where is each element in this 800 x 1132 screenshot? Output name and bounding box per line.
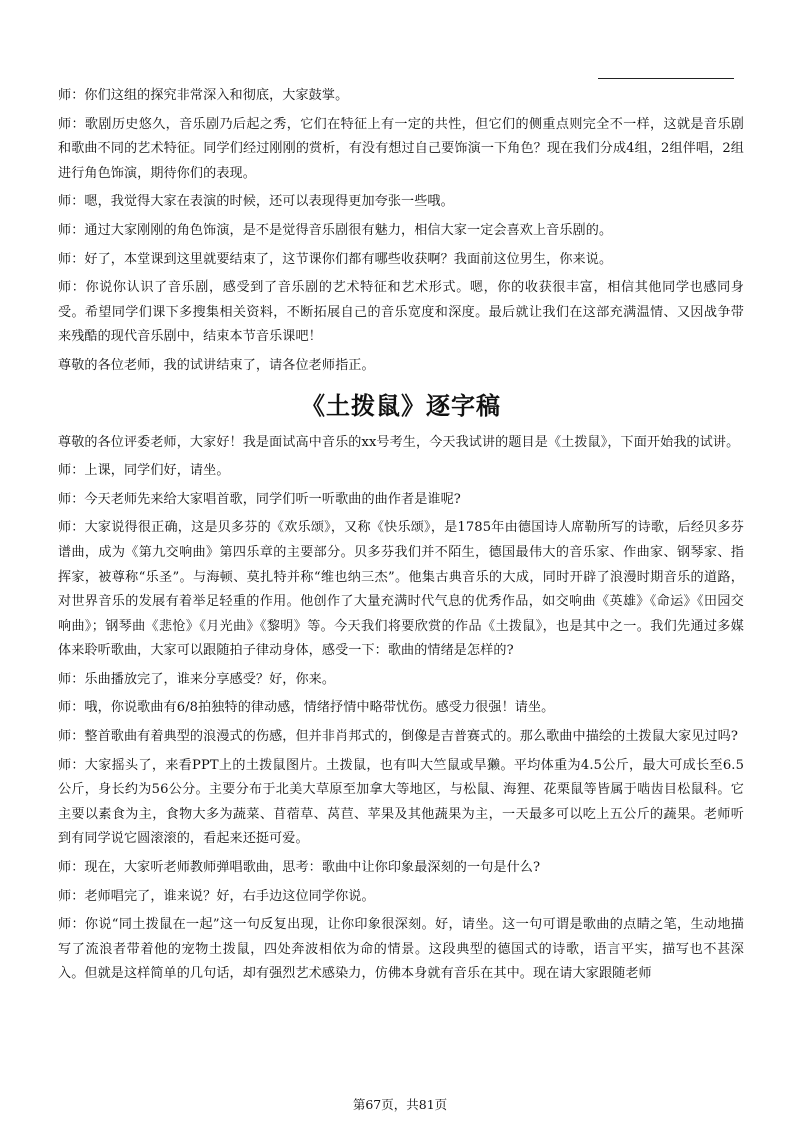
paragraph: 师：好了，本堂课到这里就要结束了，这节课你们都有哪些收获啊？我面前这位男生，你来说。 <box>58 251 613 267</box>
paragraph: 师：上课，同学们好，请坐。 <box>58 463 230 479</box>
paragraph: 师：今天老师先来给大家唱首歌，同学们听一听歌曲的曲作者是谁呢? <box>58 491 461 507</box>
paragraph: 尊敬的各位老师，我的试讲结束了，请各位老师指正。 <box>58 357 375 373</box>
paragraph: 尊敬的各位评委老师，大家好！我是面试高中音乐的xx号考生，今天我试讲的题目是《土拨鼠》，下面开始我的试讲。 <box>58 434 740 450</box>
paragraph: 师：哦，你说歌曲有6/8拍独特的律动感，情绪抒情中略带忧伤。感受力很强！请坐。 <box>58 700 555 716</box>
paragraph: 师：你说你认识了音乐剧，感受到了音乐剧的艺术特征和艺术形式。嗯，你的收获很丰富，相信其他同学也感同身受。希望同学们课下多搜集相关资料，不断拓展自己的音乐宽度和深度。最后就让我们在这部充满温情、又因战争带来残酷的现代音乐剧中，结束本节音乐课吧！ <box>58 280 744 345</box>
paragraph: 师：老师唱完了，谁来说？好，右手边这位同学你说。 <box>58 888 375 904</box>
paragraph: 师：嗯，我觉得大家在表演的时候，还可以表现得更加夸张一些哦。 <box>58 194 454 210</box>
page-number: 第67页，共81页 <box>352 1097 448 1112</box>
paragraph: 师：通过大家刚刚的角色饰演，是不是觉得音乐剧很有魅力，相信大家一定会喜欢上音乐剧的。 <box>58 222 613 238</box>
header-rule <box>598 78 734 79</box>
paragraph: 师：你说“同土拨鼠在一起”这一句反复出现，让你印象很深刻。好，请坐。这一句可谓是歌曲的点睛之笔，生动地描写了流浪者带着他的宠物土拨鼠，四处奔波相依为命的情景。这段典型的德国式的诗歌，语言平实，描写也不甚深入。但就是这样简单的几句话，却有强烈艺术感染力，仿佛本身就有音乐在其中。现在请大家跟随老师 <box>58 917 744 982</box>
paragraph: 师：歌剧历史悠久，音乐剧乃后起之秀，它们在特征上有一定的共性，但它们的侧重点则完全不一样，这就是音乐剧和歌曲不同的艺术特征。同学们经过刚刚的赏析，有没有想过自己要饰演一下角色？现在我们分成4组，2组伴唱，2组进行角色饰演，期待你们的表现。 <box>58 116 744 181</box>
section-title: 《土拨鼠》逐字稿 <box>301 391 501 420</box>
document-body <box>58 84 744 991</box>
paragraph: 师：大家说得很正确，这是贝多芬的《欢乐颂》，又称《快乐颂》，是1785年由德国诗人席勒所写的诗歌，后经贝多芬谱曲，成为《第九交响曲》第四乐章的主要部分。贝多芬我们并不陌生，德国最伟大的音乐家、作曲家、钢琴家、指挥家，被尊称“乐圣”。与海顿、莫扎特并称“维也纳三杰”。他集古典音乐的大成，同时开辟了浪漫时期音乐的道路，对世界音乐的发展有着举足轻重的作用。他创作了大量充满时代气息的优秀作品，如交响曲《英雄》《命运》《田园交响曲》；钢琴曲《悲怆》《月光曲》《黎明》等。今天我们将要欣赏的作品《土拨鼠》，也是其中之一。我们先通过多媒体来聆听歌曲，大家可以跟随拍子律动身体，感受一下：歌曲的情绪是怎样的? <box>58 520 744 659</box>
paragraph: 师：整首歌曲有着典型的浪漫式的伤感，但并非肖邦式的，倒像是吉普赛式的。那么歌曲中描绘的土拨鼠大家见过吗? <box>58 729 738 745</box>
paragraph: 师：你们这组的探究非常深入和彻底，大家鼓掌。 <box>58 88 349 103</box>
paragraph: 师：大家摇头了，来看PPT上的土拨鼠图片。土拨鼠，也有叫大竺鼠或旱獭。平均体重为4.5公斤，最大可成长至6.5公斤，身长约为56公分。主要分布于北美大草原至加拿大等地区，与松鼠、海狸、花栗鼠等皆属于啮齿目松鼠科。它主要以素食为主，食物大多为蔬菜、苜蓿草、莴苣、苹果及其他蔬果为主，一天最多可以吃上五公斤的蔬果。老师听到有同学说它圆滚滚的，看起来还挺可爱。 <box>58 757 744 847</box>
paragraph: 师：乐曲播放完了，谁来分享感受？好，你来。 <box>58 671 336 687</box>
paragraph: 师：现在，大家听老师教师弹唱歌曲，思考：歌曲中让你印象最深刻的一句是什么? <box>58 860 541 876</box>
